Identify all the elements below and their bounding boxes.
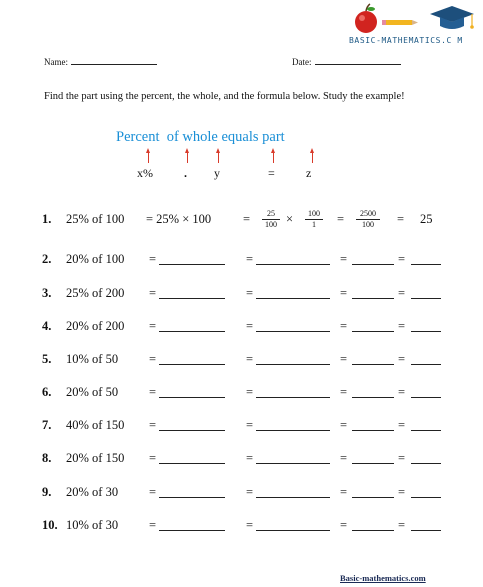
equals-sign: = [149, 451, 157, 465]
footer-link[interactable]: Basic-mathematics.com [340, 573, 426, 583]
fraction-denominator: 1 [312, 220, 316, 229]
answer-blank[interactable] [256, 451, 330, 464]
answer-blank[interactable] [256, 418, 330, 431]
answer-blank[interactable] [411, 352, 441, 365]
answer-blank[interactable] [159, 352, 225, 365]
equals-sign: = [246, 518, 254, 532]
problem-text: 25% of 100 [66, 212, 125, 226]
answer-blank[interactable] [411, 319, 441, 332]
example-answer: 25 [420, 212, 433, 226]
formula-words: Percent of whole equals part [116, 129, 285, 145]
answer-blank[interactable] [256, 286, 330, 299]
arrow-shaft [218, 152, 219, 163]
problem-number: 4. [42, 319, 52, 333]
fraction [305, 209, 323, 230]
name-field[interactable] [44, 55, 157, 67]
answer-blank[interactable] [159, 451, 225, 464]
equals-sign: = [243, 212, 251, 226]
answer-blank[interactable] [352, 451, 394, 464]
answer-blank[interactable] [411, 485, 441, 498]
problem-number: 6. [42, 385, 52, 399]
equals-sign: = [340, 451, 348, 465]
fraction-numerator: 25 [262, 209, 280, 220]
equals-sign: = [340, 385, 348, 399]
equals-sign: = [398, 252, 406, 266]
equals-sign: = [246, 352, 254, 366]
answer-blank[interactable] [411, 418, 441, 431]
problem-number: 10. [42, 518, 58, 532]
problem-number: 5. [42, 352, 52, 366]
date-label: Date: [292, 57, 312, 67]
problem-text: 20% of 30 [66, 485, 119, 499]
logo-image [352, 2, 478, 38]
formula-var-dot: . [184, 166, 187, 180]
equals-sign: = [340, 352, 348, 366]
example-step: = 25% × 100 [146, 212, 212, 226]
equals-sign: = [340, 518, 348, 532]
answer-blank[interactable] [411, 451, 441, 464]
equals-sign: = [149, 418, 157, 432]
problem-text: 10% of 30 [66, 518, 119, 532]
times-sign: × [286, 212, 294, 226]
problem-number: 7. [42, 418, 52, 432]
arrow-shaft [273, 152, 274, 163]
pencil-icon [382, 20, 412, 25]
equals-sign: = [149, 286, 157, 300]
answer-blank[interactable] [352, 319, 394, 332]
instructions: Find the part using the percent, the whole, and the formula below. Study the example! [44, 91, 405, 102]
answer-blank[interactable] [159, 518, 225, 531]
graduation-cap-icon [430, 6, 474, 22]
answer-blank[interactable] [352, 352, 394, 365]
equals-sign: = [398, 451, 406, 465]
formula-var-part: z [306, 166, 312, 180]
equals-sign: = [340, 485, 348, 499]
problem-number: 9. [42, 485, 52, 499]
answer-blank[interactable] [352, 518, 394, 531]
fraction-numerator: 100 [305, 209, 323, 220]
fraction-numerator: 2500 [356, 209, 380, 220]
logo-text: BASIC-MATHEMATICS.C M [349, 36, 463, 45]
arrow-shaft [148, 152, 149, 163]
equals-sign: = [398, 352, 406, 366]
problem-text: 25% of 200 [66, 286, 125, 300]
answer-blank[interactable] [411, 385, 441, 398]
answer-blank[interactable] [256, 252, 330, 265]
equals-sign: = [149, 485, 157, 499]
equals-sign: = [398, 518, 406, 532]
equals-sign: = [398, 385, 406, 399]
answer-blank[interactable] [352, 485, 394, 498]
formula-var-whole: y [214, 166, 220, 180]
equals-sign: = [149, 252, 157, 266]
equals-sign: = [246, 319, 254, 333]
arrow-shaft [187, 152, 188, 163]
answer-blank[interactable] [352, 418, 394, 431]
formula-var-equals: = [268, 166, 275, 180]
formula-var-percent: x% [137, 166, 153, 180]
equals-sign: = [246, 286, 254, 300]
answer-blank[interactable] [256, 385, 330, 398]
equals-sign: = [398, 418, 406, 432]
problem-text: 20% of 200 [66, 319, 125, 333]
apple-icon [355, 11, 377, 33]
equals-sign: = [246, 385, 254, 399]
fraction-denominator: 100 [362, 220, 374, 229]
answer-blank[interactable] [411, 518, 441, 531]
name-label: Name: [44, 57, 68, 67]
equals-sign: = [340, 252, 348, 266]
equals-sign: = [246, 418, 254, 432]
arrow-shaft [312, 152, 313, 163]
problem-number: 2. [42, 252, 52, 266]
equals-sign: = [398, 319, 406, 333]
date-field[interactable] [292, 55, 401, 67]
answer-blank[interactable] [159, 252, 225, 265]
equals-sign: = [149, 352, 157, 366]
answer-blank[interactable] [159, 385, 225, 398]
problem-number: 1. [42, 212, 52, 226]
equals-sign: = [398, 485, 406, 499]
answer-blank[interactable] [352, 286, 394, 299]
answer-blank[interactable] [256, 319, 330, 332]
name-line[interactable] [71, 55, 157, 65]
fraction [262, 209, 280, 230]
equals-sign: = [246, 485, 254, 499]
answer-blank[interactable] [256, 352, 330, 365]
problem-text: 10% of 50 [66, 352, 119, 366]
answer-blank[interactable] [159, 319, 225, 332]
equals-sign: = [149, 385, 157, 399]
fraction [356, 209, 380, 230]
equals-sign: = [337, 212, 345, 226]
problem-text: 20% of 150 [66, 451, 125, 465]
equals-sign: = [340, 418, 348, 432]
answer-blank[interactable] [411, 286, 441, 299]
equals-sign: = [397, 212, 405, 226]
date-line[interactable] [315, 55, 401, 65]
problem-number: 8. [42, 451, 52, 465]
answer-blank[interactable] [159, 286, 225, 299]
equals-sign: = [398, 286, 406, 300]
equals-sign: = [340, 319, 348, 333]
problem-text: 20% of 100 [66, 252, 125, 266]
equals-sign: = [246, 252, 254, 266]
answer-blank[interactable] [256, 485, 330, 498]
answer-blank[interactable] [159, 485, 225, 498]
equals-sign: = [246, 451, 254, 465]
equals-sign: = [149, 319, 157, 333]
problem-text: 40% of 150 [66, 418, 125, 432]
equals-sign: = [149, 518, 157, 532]
problem-number: 3. [42, 286, 52, 300]
answer-blank[interactable] [159, 418, 225, 431]
answer-blank[interactable] [352, 385, 394, 398]
fraction-denominator: 100 [265, 220, 277, 229]
equals-sign: = [340, 286, 348, 300]
answer-blank[interactable] [256, 518, 330, 531]
problem-text: 20% of 50 [66, 385, 119, 399]
answer-blank[interactable] [411, 252, 441, 265]
answer-blank[interactable] [352, 252, 394, 265]
